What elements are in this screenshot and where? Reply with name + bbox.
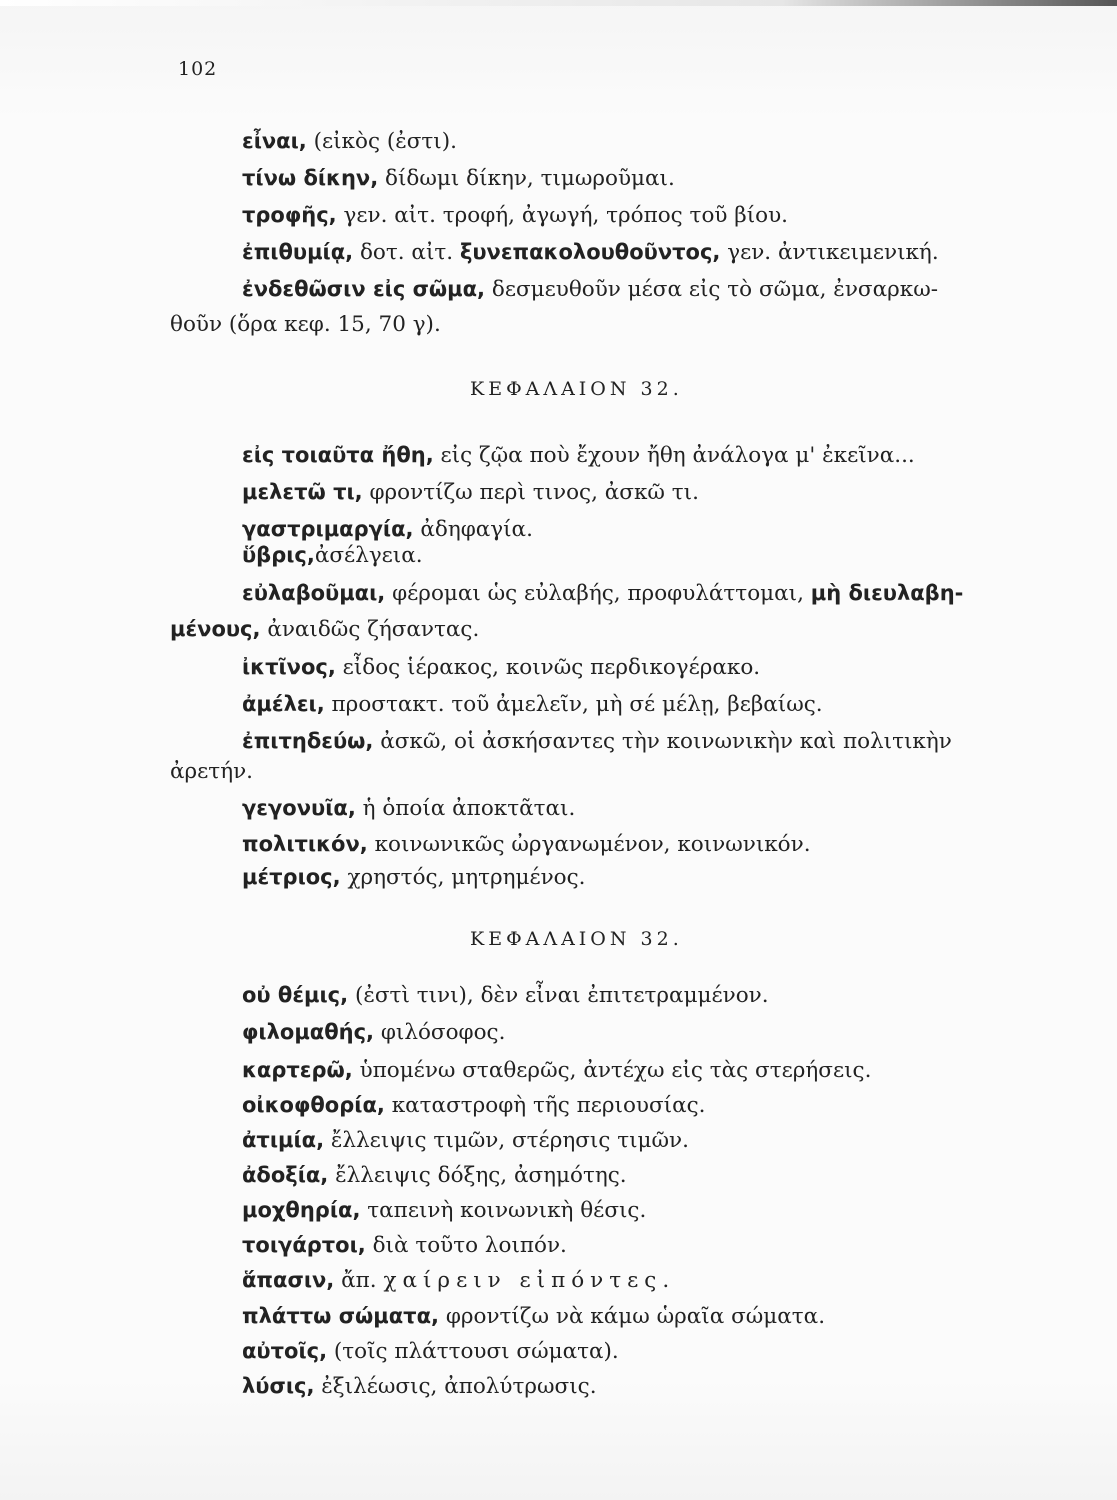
gloss: φροντίζω περὶ τινος, ἀσκῶ τι. xyxy=(362,480,699,505)
page-number: 102 xyxy=(178,58,218,80)
lemma: ἀδοξία, xyxy=(242,1163,329,1187)
entry-line xyxy=(242,126,457,157)
gloss: ἀναιδῶς ζήσαντας. xyxy=(260,617,480,642)
lemma: ξυνεπακολουθοῦντος, xyxy=(459,240,721,264)
lemma: εἶναι, xyxy=(242,129,307,153)
gloss: δοτ. αἰτ. xyxy=(353,240,460,265)
entry-line xyxy=(242,1230,567,1261)
lemma: πλάττω σώματα, xyxy=(242,1304,439,1328)
lemma: μένους, xyxy=(170,617,261,641)
lemma: ἅπασιν, xyxy=(242,1268,335,1292)
lemma: εἰς τοιαῦτα ἤθη, xyxy=(242,443,434,467)
entry-line xyxy=(242,540,423,571)
entry-line xyxy=(242,163,675,194)
gloss: γεν. αἰτ. τροφή, ἀγωγή, τρόπος τοῦ βίου. xyxy=(336,203,789,228)
entry-line xyxy=(242,1301,825,1332)
entry-line xyxy=(242,829,811,860)
lemma: μελετῶ τι, xyxy=(242,480,363,504)
lemma: τίνω δίκην, xyxy=(242,166,379,190)
entry-line xyxy=(242,726,952,757)
entry-line-continuation xyxy=(170,310,441,340)
entry-line xyxy=(242,578,963,609)
lemma: τοιγάρτοι, xyxy=(242,1233,366,1257)
entry-line xyxy=(242,1371,597,1402)
gloss: ἔλλειψις δόξης, ἀσημότης. xyxy=(328,1163,627,1188)
gloss: ἡ ὁποία ἀποκτᾶται. xyxy=(355,796,576,821)
entry-line xyxy=(242,689,823,720)
entry-line xyxy=(242,1265,675,1296)
gloss: θοῦν (ὅρα κεφ. 15, 70 γ). xyxy=(170,312,441,337)
chapter-heading: ΚΕΦΑΛΑΙΟΝ 32. xyxy=(470,378,683,400)
gloss: εἰς ζῷα ποὺ ἔχουν ἤθη ἀνάλογα μ' ἐκεῖνα... xyxy=(433,443,915,468)
entry-line xyxy=(242,1017,505,1048)
lemma: καρτερῶ, xyxy=(242,1058,353,1082)
lemma: ἐπιθυμίᾳ, xyxy=(242,240,354,264)
gloss: ἀσκῶ, οἱ ἀσκήσαντες τὴν κοινωνικὴν καὶ πολιτικὴν xyxy=(373,729,952,754)
gloss: ἔλλειψις τιμῶν, στέρησις τιμῶν. xyxy=(324,1128,689,1153)
gloss: ἀρετήν. xyxy=(170,759,253,784)
entry-line xyxy=(242,793,575,824)
gloss: ἀσέλγεια. xyxy=(314,543,423,568)
gloss: ταπεινὴ κοινωνικὴ θέσις. xyxy=(360,1198,647,1223)
gloss: διὰ τοῦτο λοιπόν. xyxy=(365,1233,567,1258)
gloss: (ἐστὶ τινι), δὲν εἶναι ἐπιτετραμμένον. xyxy=(348,983,769,1008)
entry-line xyxy=(242,1195,646,1226)
gloss: (τοῖς πλάττουσι σώματα). xyxy=(327,1339,619,1364)
gloss: ἐξιλέωσις, ἀπολύτρωσις. xyxy=(314,1374,597,1399)
lemma: μέτριος, xyxy=(242,865,341,889)
gloss: φιλόσοφος. xyxy=(374,1020,506,1045)
entry-line xyxy=(242,1125,689,1156)
gloss: γεν. ἀντικειμενική. xyxy=(720,240,939,265)
entry-line xyxy=(242,980,769,1011)
lemma: ἐνδεθῶσιν εἰς σῶμα, xyxy=(242,277,486,301)
lemma: μὴ διευλαβη- xyxy=(810,581,964,605)
entry-line xyxy=(242,862,586,893)
lemma: γαστριμαργία, xyxy=(242,517,414,541)
scan-edge xyxy=(0,0,1117,6)
gloss: εἶδος ἱέρακος, κοινῶς περδικογέρακο. xyxy=(335,655,761,680)
entry-line xyxy=(242,274,938,305)
lemma: ἀμέλει, xyxy=(242,692,325,716)
entry-line xyxy=(242,440,915,471)
gloss: προστακτ. τοῦ ἀμελεῖν, μὴ σέ μέλῃ, βεβαίως. xyxy=(324,692,823,717)
entry-line xyxy=(242,1055,871,1086)
entry-line xyxy=(242,237,939,268)
gloss: καταστροφὴ τῆς περιουσίας. xyxy=(384,1093,706,1118)
lemma: πολιτικόν, xyxy=(242,832,368,856)
lemma: αὐτοῖς, xyxy=(242,1339,328,1363)
gloss: δίδωμι δίκην, τιμωροῦμαι. xyxy=(378,166,675,191)
lemma: τροφῆς, xyxy=(242,203,337,227)
gloss: κοινωνικῶς ὠργανωμένον, κοινωνικόν. xyxy=(367,832,811,857)
gloss: ἀδηφαγία. xyxy=(413,517,533,542)
entry-line xyxy=(242,1090,706,1121)
lemma: ἀτιμία, xyxy=(242,1128,325,1152)
lemma: λύσις, xyxy=(242,1374,315,1398)
lemma: μοχθηρία, xyxy=(242,1198,361,1222)
entry-line xyxy=(242,652,760,683)
chapter-heading: ΚΕΦΑΛΑΙΟΝ 32. xyxy=(470,928,683,950)
entry-line-continuation xyxy=(170,757,253,787)
lemma: ὕβρις, xyxy=(242,543,315,567)
spaced-phrase: χαίρειν εἰπόντες. xyxy=(383,1268,676,1293)
lemma: ἐπιτηδεύω, xyxy=(242,729,374,753)
gloss: φροντίζω νὰ κάμω ὡραῖα σώματα. xyxy=(439,1304,826,1329)
lemma: οὐ θέμις, xyxy=(242,983,349,1007)
lemma: ἰκτῖνος, xyxy=(242,655,336,679)
lemma: εὐλαβοῦμαι, xyxy=(242,581,386,605)
lemma: οἰκοφθορία, xyxy=(242,1093,385,1117)
entry-line xyxy=(242,1160,627,1191)
gloss: φέρομαι ὡς εὐλαβής, προφυλάττομαι, xyxy=(385,581,811,606)
entry-line-continuation xyxy=(170,614,479,645)
lemma: γεγονυῖα, xyxy=(242,796,356,820)
gloss: ἄπ. xyxy=(334,1268,384,1293)
gloss: δεσμευθοῦν μέσα εἰς τὸ σῶμα, ἐνσαρκω- xyxy=(485,277,938,302)
lemma: φιλομαθής, xyxy=(242,1020,375,1044)
gloss: ὑπομένω σταθερῶς, ἀντέχω εἰς τὰς στερήσεις. xyxy=(352,1058,872,1083)
gloss: (εἰκὸς (ἐστι). xyxy=(306,129,457,154)
entry-line xyxy=(242,477,699,508)
entry-line xyxy=(242,200,788,231)
entry-line xyxy=(242,1336,619,1367)
gloss: χρηστός, μητρημένος. xyxy=(340,865,586,890)
